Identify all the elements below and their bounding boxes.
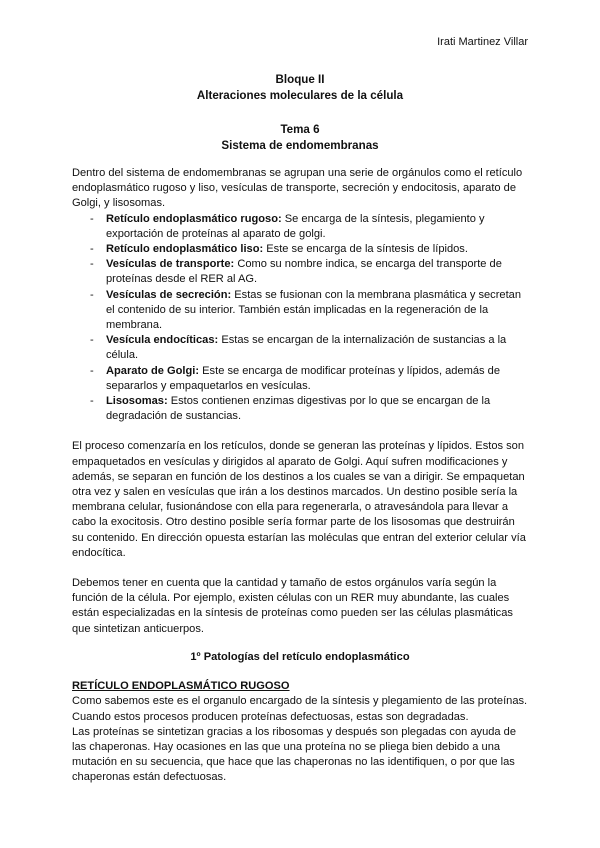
- topic-heading: [0, 122, 600, 154]
- item-desc: Este se encarga de modificar proteínas y lípidos, además de separarlos y empaquetarlos en vesículas.: [106, 364, 501, 392]
- item-term: Lisosomas:: [106, 395, 168, 408]
- item-term: Vesículas de secreción:: [106, 288, 232, 301]
- item-desc: Estas se encargan de la internalización de sustancias a la célula.: [106, 334, 507, 362]
- item-term: Vesícula endocíticas:: [106, 334, 219, 347]
- organelle-list: [72, 212, 528, 425]
- item-desc: Este se encarga de la síntesis de lípidos.: [263, 243, 468, 256]
- block-heading: [0, 72, 600, 104]
- list-item: [72, 394, 528, 424]
- item-desc: Estas se fusionan con la membrana plasmática y secretan el contenido de su interior. También están implicadas en la regeneración de la membrana.: [106, 288, 522, 332]
- item-term: Retículo endoplasmático liso:: [106, 243, 264, 256]
- list-item: [72, 257, 528, 287]
- item-term: Aparato de Golgi:: [106, 364, 200, 377]
- section-line-3: Las proteínas se sintetizan gracias a los ribosomas y después son plegadas con ayuda de las chaperonas. Hay ocasiones en las que una proteína no se pliega bien debido a una mutación en su secuencia, que hace que las chaperonas no las identifiquen, o por que las chaperonas están defectuosas.: [72, 725, 517, 784]
- author-name: Irati Martinez Villar: [437, 36, 528, 48]
- section-title: 1º Patologías del retículo endoplasmático: [190, 650, 410, 663]
- item-desc: Como su nombre indica, se encarga del transporte de proteínas desde el RER al AG.: [106, 258, 502, 286]
- list-item: [72, 364, 528, 394]
- topic-title: Tema 6: [280, 123, 320, 136]
- block-title: Bloque II: [275, 73, 325, 86]
- list-item: [72, 288, 528, 334]
- item-desc: Se encarga de la síntesis, plegamiento y exportación de proteínas al aparato de golgi.: [106, 212, 485, 240]
- section-line-1: Como sabemos este es el organulo encargado de la síntesis y plegamiento de las proteínas.: [72, 695, 528, 708]
- process-paragraph: El proceso comenzaría en los retículos, donde se generan las proteínas y lípidos. Estos son empaquetados en vesículas y dirigidos al aparato de Golgi. Aquí sufren modificaciones y además, se separan en función de los destinos a los cuales se van a dirigir. Se empaquetan otra vez y salen en vesículas que irán a los destinos marcados. Un destino posible sería la membrana celular, fusionándose con ella para regenerarla, o atravesándola para llevar a cabo la exocitosis. Otro destino posible sería formar parte de los lisosomas que destruirán su contenido. En dirección opuesta estarían las moléculas que entran del exterior celular vía endocítica.: [72, 440, 526, 559]
- block-subtitle: Alteraciones moleculares de la célula: [196, 89, 404, 102]
- list-item: [72, 242, 528, 257]
- item-term: Vesículas de transporte:: [106, 258, 235, 271]
- item-desc: Estos contienen enzimas digestivas por lo que se encargan de la degradación de sustancias.: [106, 395, 491, 423]
- section-line-2: Cuando estos procesos producen proteínas defectuosas, estas son degradadas.: [72, 710, 469, 723]
- list-item: [72, 333, 528, 363]
- document-body: [72, 166, 528, 786]
- section-subheading: RETÍCULO ENDOPLASMÁTICO RUGOSO: [72, 680, 290, 693]
- intro-paragraph: Dentro del sistema de endomembranas se agrupan una serie de orgánulos como el retículo endoplasmático rugoso y liso, vesículas de transporte, secreción y endocitosis, aparato de Golgi, y lisosomas.: [72, 167, 523, 210]
- note-paragraph: Debemos tener en cuenta que la cantidad y tamaño de estos orgánulos varía según la función de la célula. Por ejemplo, existen células con un RER muy abundante, las cuales están especializadas en la síntesis de proteínas como pueden ser las células plasmáticas que sintetizan anticuerpos.: [72, 577, 513, 635]
- topic-subtitle: Sistema de endomembranas: [221, 139, 379, 152]
- item-term: Retículo endoplasmático rugoso:: [106, 212, 282, 225]
- list-item: [72, 212, 528, 242]
